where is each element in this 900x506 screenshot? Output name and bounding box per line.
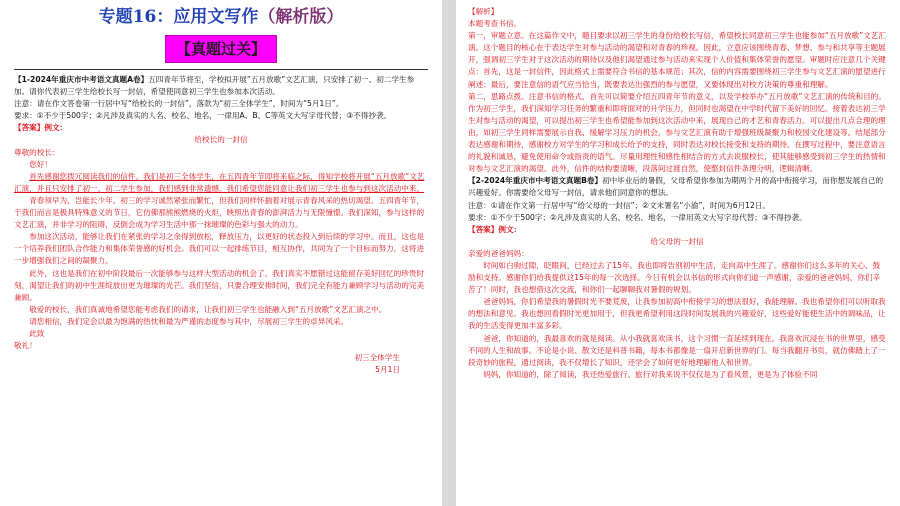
page-title xyxy=(14,6,428,28)
letter-paragraph-2: 时间如白驹过隙，眨眼间，已经过去了15年。我也即将告别初中生活，走向高中生涯了。感谢你们这么多年的关心、鼓励和支持。感谢你们给我提供这15年的每一次选择。今日有机会以书信的形式向你们道一声感谢，亲爱的爸爸妈妈，你们辛苦了！同时，我也想借这次交流，和你们一起聊聊我对暑假的规划。 xyxy=(468,260,881,295)
question-2-requirements: 要求：①不少于500字；②凡涉及真实的人名、校名、地名，一律用英文大写字母代替；③不得抄袭。 xyxy=(468,212,807,222)
document-page-right xyxy=(456,0,900,506)
letter-salutation-2: 亲爱的爸爸妈妈： xyxy=(468,248,529,258)
letter-paragraph: 青春须早为，岂能长少年。初三的学习诚然紧张而繁忙，但我们同样怀揣着对展示青春风采的热切渴望。五四青年节，于我们而言是极具特殊意义的节日，它仿佛那熊熊燃烧的火炬，映照出青春的澎湃活力与无限憧憬。我们深知，参与这样的文艺汇演，并非学习的阻碍，反倒会成为学习生活中那一抹璀璨的色彩与强大的动力。 xyxy=(14,195,425,230)
question-1 xyxy=(14,74,428,98)
section-banner: 【真题过关】 xyxy=(165,35,277,63)
analysis-label: 【解析】 xyxy=(468,7,499,16)
letter-paragraph: 请您相信，我们定会以最为饱满的热忱和最为严谨的态度参与其中，尽展初三学生的卓异风采。 xyxy=(29,316,349,326)
letter-paragraph-2: 妈妈，你知道的，除了阅读，我还热爱旅行。旅行对我来说不仅仅是为了看风景，更是为了体验不同 xyxy=(483,369,818,379)
letter-closing: 此致 xyxy=(29,328,45,338)
question-1-note: 注意：请在作文答卷第一行居中写“给校长的一封信”，落款为“初三全体学生”，时间为“5月1日”。 xyxy=(14,99,344,109)
question-2-source: 【2-2024年重庆市中考语文真题B卷】 xyxy=(468,176,603,186)
page-gap xyxy=(442,0,456,506)
letter-title-2: 给父母的一封信 xyxy=(650,236,704,246)
question-2-note: 注意：①请在作文第一行居中写“给父母的一封信”；②文末署名“小渝”，时间为6月12日。 xyxy=(468,200,771,210)
document-page-left xyxy=(0,0,442,506)
letter-paragraph: 此外，这也是我们在初中阶段最后一次能够参与这样大型活动的机会了。我们真实不愿错过这能留存美好回忆的珍贵时刻，渴望让我们的初中生涯绽放出更为璀璨的光芒。我们坚信，只要合理安排时间，我们完全有能力兼顾学习与活动的完美兼顾。 xyxy=(14,268,425,302)
answer-label-2: 【答案】例文： xyxy=(468,224,522,234)
letter-paragraph: 首先感谢您拨冗阅读我们的信件。我们是初三全体学生，在五四青年节即将来临之际，得知学校将开展“五月放歌”文艺汇演，并且只安排了初一、初二学生参加，我们感到非常遗憾。我们希望您能同意让我们初三学生也参与到这次活动中来。 xyxy=(14,171,425,193)
question-2-text: 初中毕业后的暑假，父母希望你参加为期两个月的高中衔接学习，而你想发展自己的兴趣爱好。你需要给父母写一封信，请求他们同意你的想法。 xyxy=(468,176,884,198)
question-2 xyxy=(468,175,886,199)
title-sub: （解析版） xyxy=(258,7,344,27)
answer-label: 【答案】例文： xyxy=(14,123,68,133)
title-main: 专题16：应用文写作 xyxy=(98,7,259,27)
question-1-text: 五四青年节将至，学校拟开展“五月放歌”文艺汇演，只安排了初一、初二学生参加。请你代表初三学生给校长写一封信，希望使同意初三学生也参加本次活动。 xyxy=(14,75,415,97)
letter-greeting: 您好！ xyxy=(29,159,52,169)
letter-regards: 敬礼！ xyxy=(14,341,37,351)
letter-title: 给校长的一封信 xyxy=(194,135,248,145)
letter-salutation: 尊敬的校长： xyxy=(14,147,60,157)
question-1-requirements: 要求：①不少于500字；②凡涉及真实的人名、校名、地名，一律用A、B、C等英文大写字母代替；③不得抄袭。 xyxy=(14,111,392,121)
analysis-intro: 本题考查书信。 xyxy=(468,19,522,29)
letter-paragraph-2: 爸爸妈妈，你们希望我的暑假时光不要荒废，让我参加初高中衔接学习的想法很好，我能理解。我也希望你们可以听取我的想法和意见。我也想回看假时光更加用于，但我更希望利用这段时间发展我的兴趣爱好，这些爱好能使生活中的调味品，让我的生活变得更加丰富多彩。 xyxy=(468,297,886,331)
horizontal-rule xyxy=(14,69,428,70)
question-1-source: 【1-2024年重庆市中考语文真题A卷】 xyxy=(14,75,149,84)
letter-date: 5月1日 xyxy=(375,365,400,375)
letter-paragraph-2: 爸爸，你知道的，我最喜欢的就是阅读。从小我就喜欢读书，这个习惯一直延续到现在。我喜欢沉浸在书的世界里，感受不同的人生和故事。不论是小说、散文还是科普书籍，每本书都像是一扇开启新世界的门。每当我翻开书页，就仿佛踏上了一段奇妙的旅程。通过阅读，我不仅增长了知识，还学会了如何更好地理解他人和世界。 xyxy=(468,333,886,367)
analysis-paragraph: 第一，审题立意。在这篇作文中，题目要求以初三学生的身份给校长写信，希望校长同意初三学生也能参加“五月放歌”文艺汇演。这个题目的核心在于表达学生对参与活动的渴望和对青春的珍视。因此，立意应该围绕青春、梦想、参与和共享等主题展开，强调初三学生对于这次活动的期待以及他们渴望通过参与活动来实现个人价值和集体荣誉的愿望。审题时应注意几个关键点：首先，这是一封信件，因此格式上需要符合书信的基本规范；其次，信的内容需要围绕初三学生参与文艺汇演的愿望进行阐述；最后，要注意信的语气应当恰当，既要表达出强烈的参与愿望，又要体现出对校方决策的尊重和理解。 xyxy=(468,31,886,89)
letter-signature: 初三全体学生 xyxy=(354,353,400,363)
letter-paragraph: 敬爱的校长，我们真诚地希望您能考虑我们的请求，让我们初三学生也能融入到“五月放歌”文艺汇演之中。 xyxy=(29,304,387,314)
analysis-paragraph: 第二，思路点拨。注意书信的格式，首先可以简要介绍五四青年节的意义，以及学校举办“五月放歌”文艺汇演的传统和目的。作为初三学生，我们深知学习任务的繁重和即将面对的升学压力，但同时也渴望在中学时代留下美好的回忆。接着表达初三学生对参与活动的渴望，可以提出初三学生也希望能参加到这次活动中来，展现自己的才艺和青春活力。可以提出几点合理的理由，如初三学生同样需要展示自我、缓解学习压力的机会，参与文艺汇演有助于增强班级凝聚力和校园文化建设等。结尾部分表达感谢和期待，感谢校方对学生的学习和成长给予的支持，同时表达对校长接受和支持的期待。在撰写过程中，要注意语言的礼貌和诚恳，避免使用命令或指责的语气。尽量用理性和感性相结合的方式去说服校长，使其能够感受到初三学生的热情和对参与文艺汇演的渴望。此外，信件的结构要清晰，段落间过渡自然，使整封信件条理分明，逻辑清晰。 xyxy=(468,91,886,174)
letter-paragraph: 参加这次活动，能够让我们在紧张的学习之余得到放松，释放压力，以更好的状态投入到后续的学习中。而且，这也是一个培养我们团队合作能力和集体荣誉感的好机会。我们可以一起排练节目，相互协作，共同为了一个目标而努力，这将进一步增强我们之间的凝聚力。 xyxy=(14,232,425,266)
